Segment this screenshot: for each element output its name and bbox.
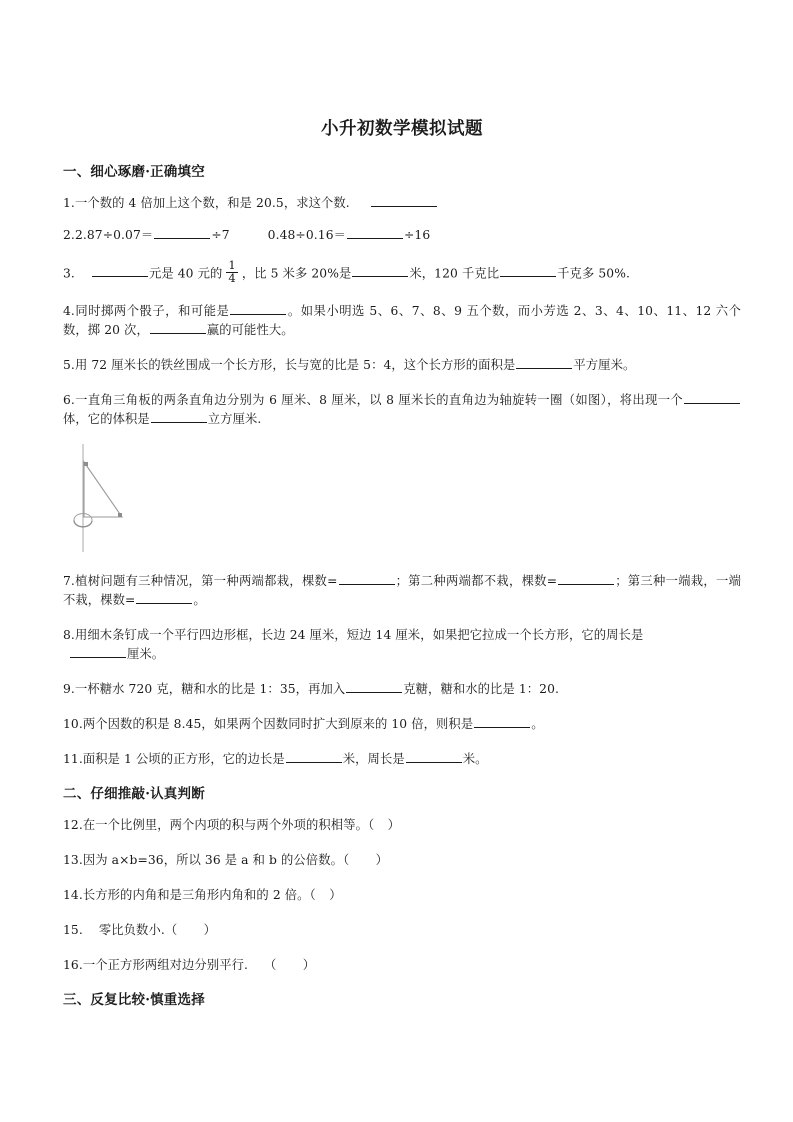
question-11-part-3: 米。: [462, 752, 488, 767]
rotation-diagram-svg: [65, 442, 185, 554]
question-5: [63, 356, 741, 375]
question-11-part-1: 面积是 1 公顷的正方形，它的边长是: [82, 752, 285, 767]
vertex-marker: [118, 513, 122, 517]
question-6-number: 6.: [63, 392, 75, 407]
answer-blank[interactable]: [474, 715, 530, 728]
question-9: [63, 680, 741, 699]
answer-blank[interactable]: [684, 391, 740, 404]
section-heading-fill-in-blank: 一、细心琢磨·正确填空: [63, 163, 205, 180]
question-13: [63, 851, 741, 870]
question-1: [63, 194, 741, 213]
question-5-number: 5.: [63, 357, 75, 372]
page-title: 小升初数学模拟试题: [321, 119, 483, 139]
question-11-number: 11.: [63, 752, 83, 767]
question-15: [63, 921, 741, 940]
answer-blank[interactable]: [286, 750, 342, 763]
fraction-numerator: 1: [228, 257, 236, 272]
answer-blank[interactable]: [70, 645, 126, 658]
answer-blank[interactable]: [558, 572, 614, 585]
question-8-number: 8.: [63, 627, 75, 642]
answer-blank[interactable]: [154, 226, 210, 239]
answer-blank[interactable]: [347, 226, 403, 239]
question-12-number: 12.: [63, 818, 83, 833]
answer-blank[interactable]: [516, 356, 572, 369]
question-10-number: 10.: [63, 717, 83, 732]
question-1-text: 一个数的 4 倍加上这个数，和是 20.5，求这个数.: [74, 195, 350, 210]
question-11: [63, 750, 741, 769]
question-9-part-1: 一杯糖水 720 克，糖和水的比是 1：35，再加入: [74, 682, 346, 697]
question-12-text: 在一个比例里，两个内项的积与两个外项的积相等。: [82, 818, 368, 833]
question-2-number: 2.: [63, 227, 75, 242]
question-4: [63, 302, 741, 340]
question-10: [63, 715, 741, 734]
answer-blank[interactable]: [150, 321, 206, 334]
question-5-part-2: 平方厘米。: [573, 357, 636, 372]
question-8: [63, 626, 741, 664]
triangle-shape: [84, 462, 122, 517]
question-8-part-1: 用细木条钉成一个平行四边形框，长边 24 厘米，短边 14 厘米，如果把它拉成一个长方形，它的周长是: [74, 627, 644, 642]
answer-blank[interactable]: [339, 572, 395, 585]
question-2-expression-2-right: ÷16: [404, 227, 431, 242]
question-16-number: 16.: [63, 958, 83, 973]
question-12: [63, 816, 741, 835]
question-2-expression-1-right: ÷7: [211, 227, 230, 242]
answer-blank[interactable]: [352, 265, 408, 278]
answer-blank[interactable]: [92, 265, 148, 278]
question-5-part-1: 用 72 厘米长的铁丝围成一个长方形，长与宽的比是 5：4，这个长方形的面积是: [74, 357, 516, 372]
question-4-part-2: 。如果小明选 5、6、7、8、9 五个数，而小芳选 2、3、4、10、11、12 六个数，掷 20 次，: [63, 303, 742, 337]
question-14-number: 14.: [63, 888, 83, 903]
question-11-part-2: 米，周长是: [342, 752, 405, 767]
apex-marker: [84, 462, 88, 466]
question-4-part-1: 同时掷两个骰子，和可能是: [74, 303, 230, 318]
question-3-part-3: 米，120 千克比: [409, 266, 500, 281]
fraction-one-quarter: [226, 257, 237, 285]
question-15-number: 15.: [63, 923, 83, 938]
question-1-number: 1.: [63, 195, 75, 210]
question-14-text: 长方形的内角和是三角形内角和的 2 倍。: [82, 888, 310, 903]
question-16-answer-parens[interactable]: （ ）: [264, 958, 316, 973]
question-3: [63, 257, 741, 286]
answer-blank[interactable]: [346, 680, 402, 693]
answer-blank[interactable]: [151, 410, 207, 423]
section-heading-true-false: 二、仔细推敲·认真判断: [63, 786, 205, 803]
question-6: [63, 391, 741, 429]
question-10-part-2: 。: [531, 717, 544, 732]
question-14-answer-parens[interactable]: （ ）: [309, 888, 343, 903]
answer-blank[interactable]: [230, 302, 286, 315]
question-3-part-4: 千克多 50%.: [557, 266, 630, 281]
question-7-part-2: ；第二种两端都不栽，棵数=: [395, 573, 558, 588]
question-14: [63, 886, 741, 905]
document-body: [63, 118, 741, 1022]
question-3-part-2: ，比 5 米多 20%是: [241, 266, 352, 281]
question-12-answer-parens[interactable]: （ ）: [368, 818, 401, 833]
right-triangle-rotation-figure: [63, 442, 741, 554]
question-6-part-2: 体，它的体积是: [63, 411, 150, 426]
fraction-denominator: 4: [228, 270, 236, 285]
question-15-answer-parens[interactable]: （ ）: [164, 923, 217, 938]
question-7-part-3: ；第三种一端栽，一端不栽，棵数=: [63, 573, 741, 607]
question-7-number: 7.: [63, 573, 75, 588]
question-7: [63, 572, 741, 610]
question-16-text: 一个正方形两组对边分别平行.: [82, 958, 249, 973]
question-3-part-1: 元是 40 元的: [148, 266, 223, 281]
question-4-number: 4.: [63, 303, 75, 318]
section-heading-multiple-choice: 三、反复比较·慎重选择: [63, 992, 205, 1009]
question-3-number: 3.: [63, 266, 75, 281]
question-6-part-3: 立方厘米.: [207, 411, 262, 426]
question-15-text: 零比负数小.: [98, 923, 165, 938]
question-16: [63, 956, 741, 975]
question-13-number: 13.: [63, 853, 83, 868]
question-4-part-3: 赢的可能性大。: [206, 322, 294, 337]
answer-blank[interactable]: [371, 194, 437, 207]
answer-blank[interactable]: [406, 750, 462, 763]
question-8-part-2: 厘米。: [127, 647, 165, 662]
question-7-part-4: 。: [193, 592, 206, 607]
answer-blank[interactable]: [500, 265, 556, 278]
question-6-part-1: 一直角三角板的两条直角边分别为 6 厘米、8 厘米，以 8 厘米长的直角边为轴旋转一圈（如图），将出现一个: [74, 392, 683, 407]
question-13-answer-parens[interactable]: （ ）: [343, 853, 389, 868]
question-2-expression-1-left: 2.87÷0.07＝: [74, 227, 154, 242]
question-9-number: 9.: [63, 682, 75, 697]
question-2-expression-2-left: 0.48÷0.16＝: [267, 227, 347, 242]
question-2: [63, 226, 741, 245]
question-9-part-2: 克糖，糖和水的比是 1：20.: [403, 682, 560, 697]
answer-blank[interactable]: [136, 591, 192, 604]
question-13-text: 因为 a×b=36，所以 36 是 a 和 b 的公倍数。: [82, 853, 343, 868]
question-7-part-1: 植树问题有三种情况，第一种两端都栽，棵数=: [74, 573, 338, 588]
question-10-part-1: 两个因数的积是 8.45，如果两个因数同时扩大到原来的 10 倍，则积是: [82, 717, 474, 732]
